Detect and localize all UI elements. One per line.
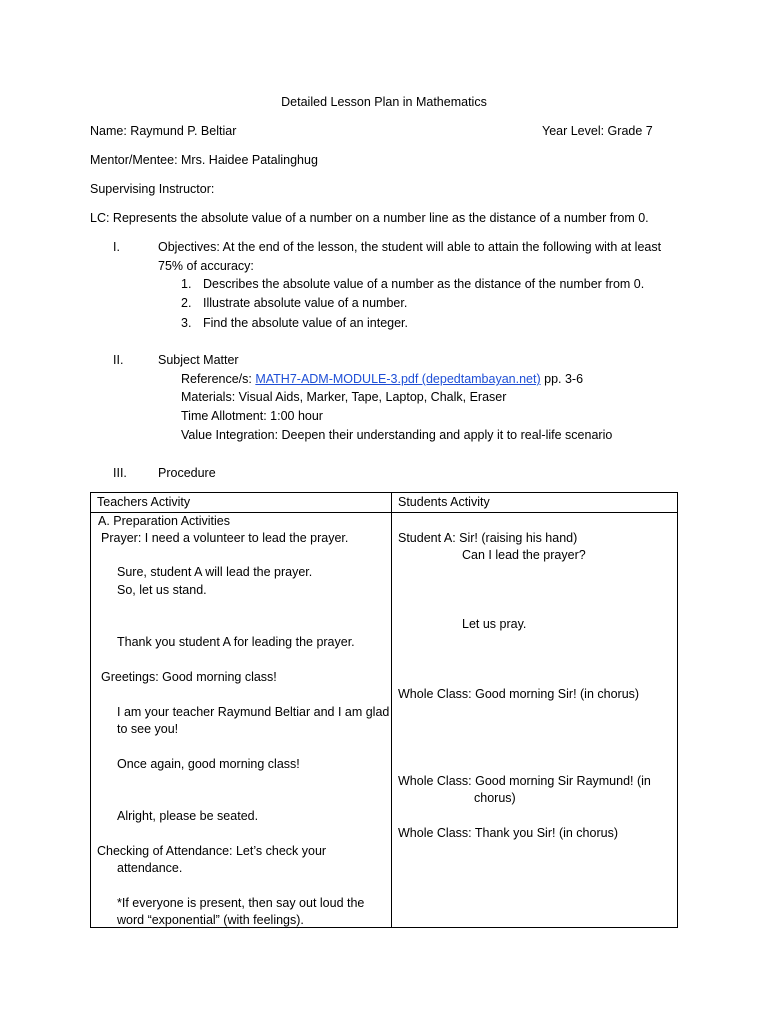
student-line: Let us pray. [462,617,527,631]
teacher-line: attendance. [117,861,183,875]
materials-line: Materials: Visual Aids, Marker, Tape, Laptop, Chalk, Eraser [181,390,507,404]
teacher-line: Once again, good morning class! [117,757,300,771]
teacher-line: Prayer: I need a volunteer to lead the prayer. [101,531,349,545]
supervisor-field: Supervising Instructor: [90,182,215,196]
teacher-line: Alright, please be seated. [117,809,259,823]
objective-number: 2. [181,296,192,310]
teacher-line: word “exponential” (with feelings). [117,913,304,927]
time-allotment-line: Time Allotment: 1:00 hour [181,409,323,423]
teacher-line: Checking of Attendance: Let’s check your [97,844,327,858]
section-2-numeral: II. [113,353,124,367]
objectives-line-2: 75% of accuracy: [158,259,254,273]
subject-matter-heading: Subject Matter [158,353,239,367]
teacher-line: to see you! [117,722,179,736]
teacher-line: So, let us stand. [117,583,207,597]
procedure-table [90,492,678,928]
teacher-line: A. Preparation Activities [98,514,231,528]
table-column-divider [391,493,392,927]
teacher-line: Greetings: Good morning class! [101,670,277,684]
section-3-numeral: III. [113,466,127,480]
students-activity-header: Students Activity [398,495,490,509]
objective-item: Describes the absolute value of a number as the distance of the number from 0. [203,277,645,291]
table-header-divider [91,512,677,513]
learning-competency: LC: Represents the absolute value of a number on a number line as the distance of a number from 0. [90,211,649,225]
teacher-line: I am your teacher Raymund Beltiar and I am glad [117,705,390,719]
reference-label: Reference/s: [181,372,256,386]
teacher-line: Sure, student A will lead the prayer. [117,565,313,579]
year-level-field: Year Level: Grade 7 [542,124,653,138]
procedure-heading: Procedure [158,466,216,480]
objective-number: 1. [181,277,192,291]
student-line: Whole Class: Good morning Sir Raymund! (in [398,774,651,788]
student-line: chorus) [474,791,516,805]
objective-item: Illustrate absolute value of a number. [203,296,408,310]
teacher-line: *If everyone is present, then say out loud the [117,896,365,910]
student-line: Student A: Sir! (raising his hand) [398,531,578,545]
value-integration-line: Value Integration: Deepen their understanding and apply it to real-life scenario [181,428,613,442]
objective-number: 3. [181,316,192,330]
section-1-numeral: I. [113,240,120,254]
document-title: Detailed Lesson Plan in Mathematics [281,95,487,109]
student-line: Can I lead the prayer? [462,548,586,562]
name-field: Name: Raymund P. Beltiar [90,124,237,138]
teacher-line: Thank you student A for leading the prayer. [117,635,355,649]
reference-link[interactable]: MATH7-ADM-MODULE-3.pdf (depedtambayan.net) [255,372,541,386]
student-line: Whole Class: Thank you Sir! (in chorus) [398,826,618,840]
student-line: Whole Class: Good morning Sir! (in chorus) [398,687,640,701]
objective-item: Find the absolute value of an integer. [203,316,409,330]
reference-line [181,372,583,388]
objectives-line-1: Objectives: At the end of the lesson, the student will able to attain the following with at least [158,240,662,254]
mentor-field: Mentor/Mentee: Mrs. Haidee Patalinghug [90,153,318,167]
teachers-activity-header: Teachers Activity [97,495,191,509]
reference-pages: pp. 3-6 [540,372,584,386]
